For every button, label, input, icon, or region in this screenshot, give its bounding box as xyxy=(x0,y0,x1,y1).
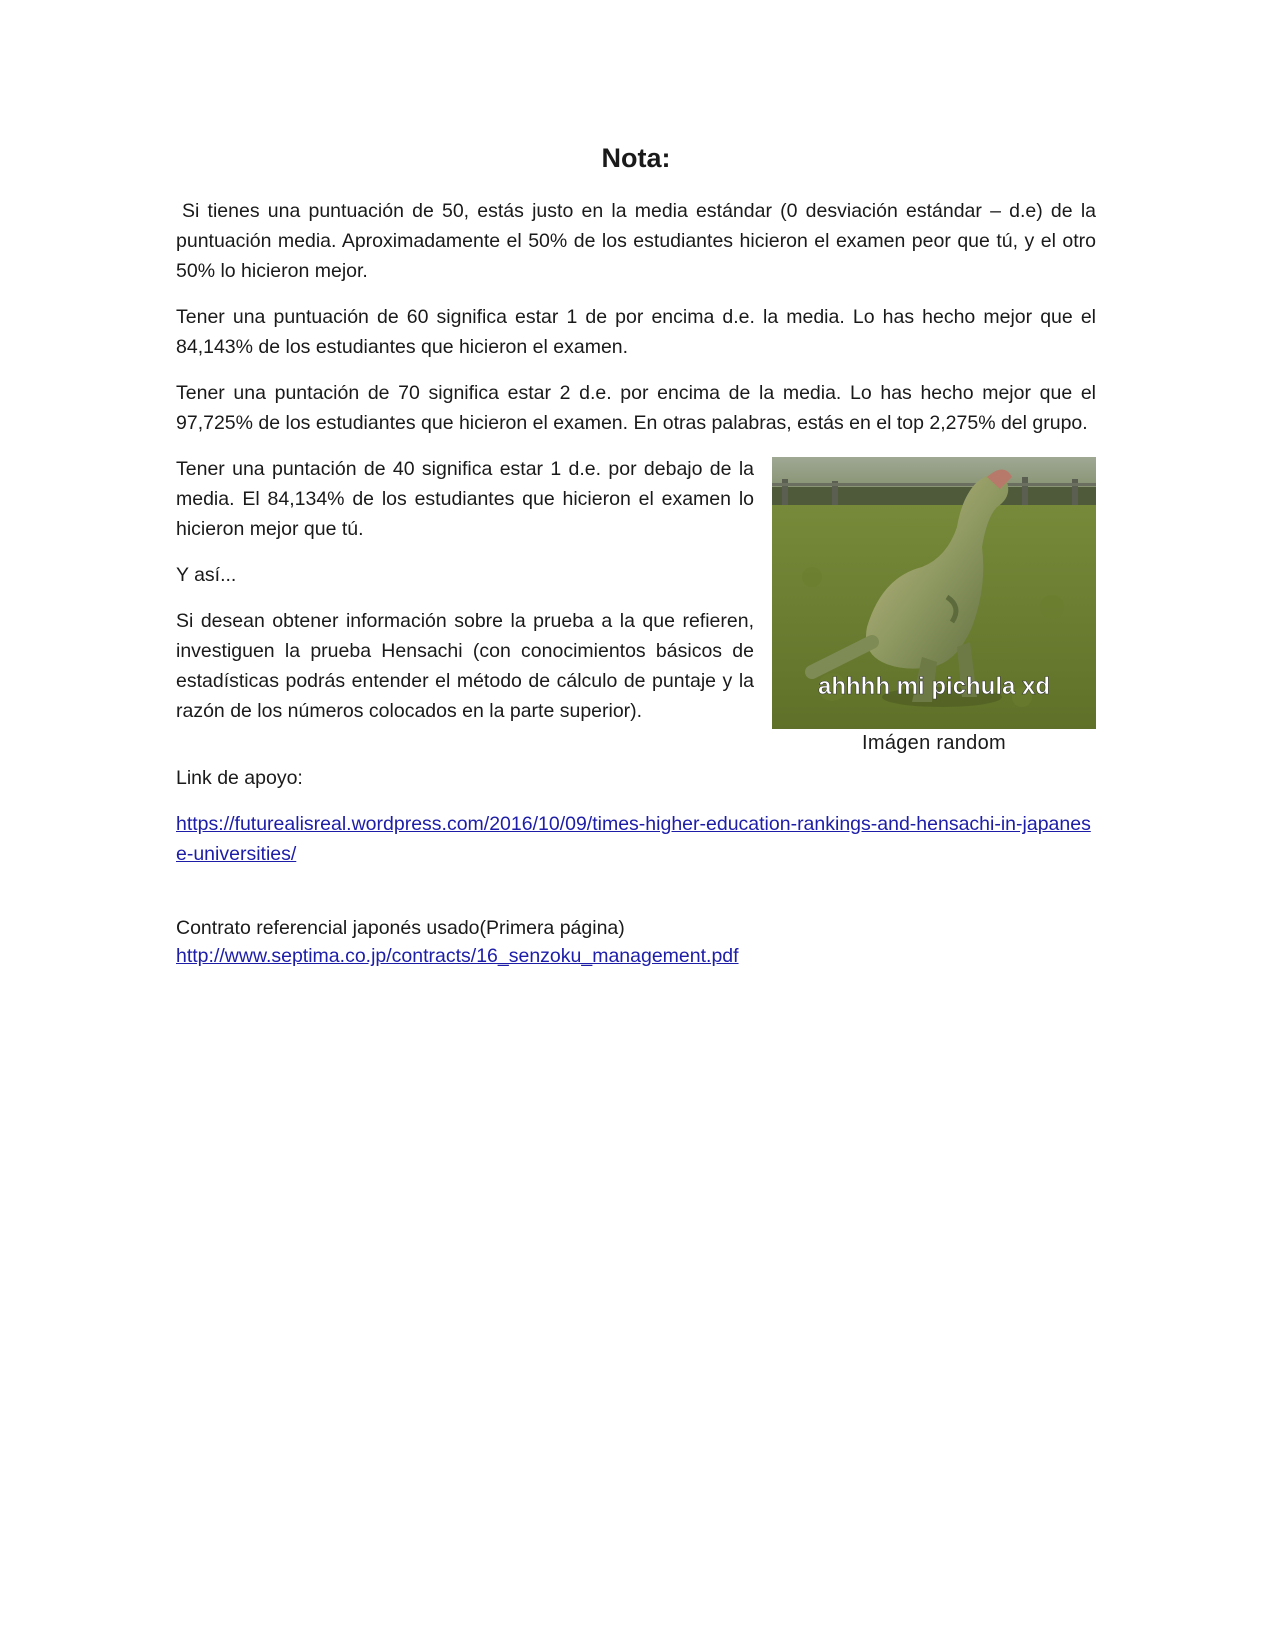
figure-section xyxy=(176,454,1096,763)
meme-text: ahhhh mi pichula xd xyxy=(817,673,1051,701)
dinosaur-image xyxy=(772,457,1096,729)
paragraph-y-asi: Y así... xyxy=(176,564,237,587)
contract-link-paragraph xyxy=(176,941,1096,971)
paragraph-score-70: Tener una puntación de 70 significa estar 2 d.e. por encima de la media. Lo has hecho mejor que el 97,725% de los estudiantes que hicieron el examen. En otras palabras, estás en el top 2,275% del grupo. xyxy=(176,382,1096,435)
support-link-paragraph xyxy=(176,809,1096,869)
paragraph-score-50: Si tienes una puntuación de 50, estás justo en la media estándar (0 desviación estándar – d.e) de la puntuación media. Aproximadamente el 50% de los estudiantes hicieron el examen peor que tú, y el otro 50% lo hicieron mejor. xyxy=(176,200,1096,283)
paragraph-hensachi-info: Si desean obtener información sobre la prueba a la que refieren, investiguen la prueba Hensachi (con conocimientos básicos de estadísticas podrás entender el método de cálculo de puntaje y la razón de los números colocados en la parte superior). xyxy=(176,610,754,723)
contract-label: Contrato referencial japonés usado(Primera página) xyxy=(176,917,625,940)
figure-caption: Imágen random xyxy=(862,732,1006,755)
support-link-label: Link de apoyo: xyxy=(176,767,303,790)
spacer xyxy=(176,885,1096,913)
meme-figure xyxy=(772,457,1096,755)
support-link[interactable]: https://futurealisreal.wordpress.com/2016/10/09/times-higher-education-rankings-and-hensachi-in-japanese-universities/ xyxy=(176,813,1091,866)
left-column xyxy=(176,454,756,726)
contract-link[interactable]: http://www.septima.co.jp/contracts/16_senzoku_management.pdf xyxy=(176,945,739,968)
paragraph-score-60: Tener una puntuación de 60 significa estar 1 de por encima d.e. la media. Lo has hecho mejor que el 84,143% de los estudiantes que hicieron el examen. xyxy=(176,306,1096,359)
document-page xyxy=(176,142,1096,987)
paragraph-score-40: Tener una puntación de 40 significa estar 1 d.e. por debajo de la media. El 84,134% de los estudiantes que hicieron el examen lo hicieron mejor que tú. xyxy=(176,458,754,541)
page-title: Nota: xyxy=(601,143,671,173)
